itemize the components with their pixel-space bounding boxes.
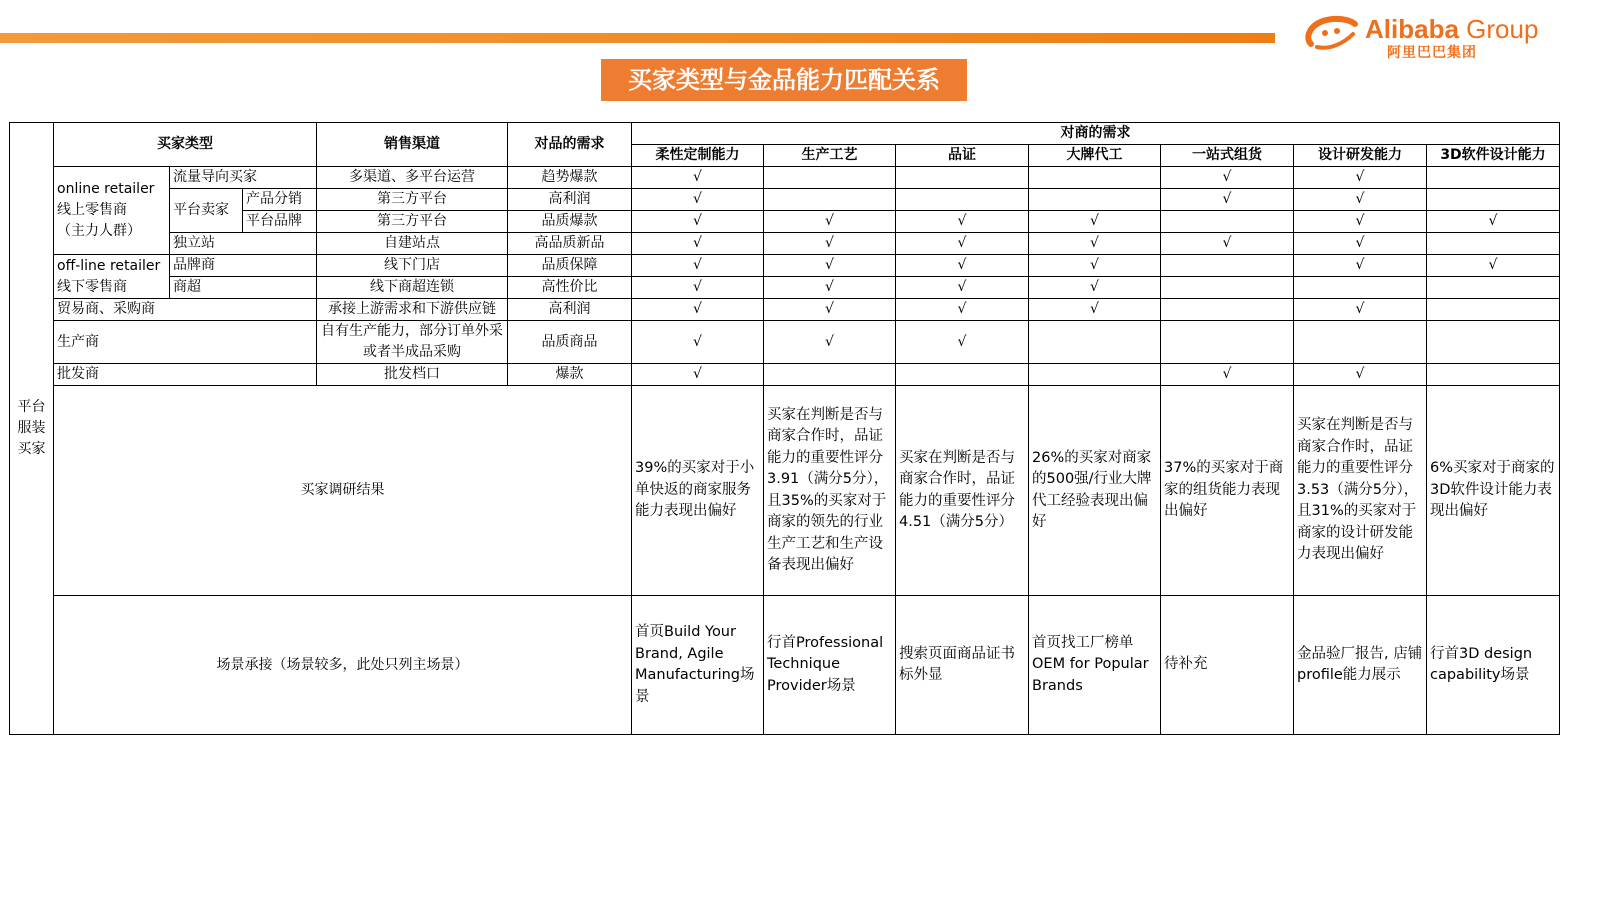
buyer-capability-matrix: [9, 122, 1560, 735]
group-platform-seller: 平台卖家: [170, 189, 243, 233]
header-capability: 大牌代工: [1029, 145, 1161, 167]
header-capability: 品证: [896, 145, 1029, 167]
check-cell: √: [896, 321, 1029, 364]
check-cell: [1427, 321, 1560, 364]
check-cell: √: [1161, 364, 1294, 386]
product-demand-cell: 品质保障: [508, 255, 632, 277]
check-cell: [896, 364, 1029, 386]
check-cell: √: [1294, 167, 1427, 189]
check-cell: [764, 189, 896, 211]
check-cell: √: [1294, 364, 1427, 386]
check-cell: √: [764, 299, 896, 321]
check-cell: [1161, 255, 1294, 277]
sales-channel-cell: 批发档口: [317, 364, 508, 386]
product-demand-cell: 品质商品: [508, 321, 632, 364]
header-merchant-demand: 对商的需求: [632, 123, 1560, 145]
research-result-cell: 39%的买家对于小单快返的商家服务能力表现出偏好: [632, 386, 764, 596]
scene-cell: 搜索页面商品证书标外显: [896, 596, 1029, 735]
check-cell: [1029, 364, 1161, 386]
check-cell: √: [764, 321, 896, 364]
product-demand-cell: 高利润: [508, 189, 632, 211]
header-sales-channel: 销售渠道: [317, 123, 508, 167]
check-cell: √: [632, 233, 764, 255]
check-cell: [1427, 189, 1560, 211]
check-cell: √: [632, 277, 764, 299]
check-cell: √: [1161, 233, 1294, 255]
alibaba-group-logo: [1303, 10, 1553, 60]
sales-channel-cell: 第三方平台: [317, 189, 508, 211]
header-capability: 柔性定制能力: [632, 145, 764, 167]
check-cell: [1427, 299, 1560, 321]
check-cell: √: [632, 167, 764, 189]
scene-cell: 首页找工厂榜单 OEM for Popular Brands: [1029, 596, 1161, 735]
check-cell: [896, 189, 1029, 211]
check-cell: [1029, 167, 1161, 189]
sales-channel-cell: 承接上游需求和下游供应链: [317, 299, 508, 321]
scene-label: 场景承接（场景较多，此处只列主场景）: [54, 596, 632, 735]
check-cell: √: [632, 364, 764, 386]
buyer-type-cell: 独立站: [170, 233, 317, 255]
check-cell: √: [896, 255, 1029, 277]
check-cell: √: [896, 299, 1029, 321]
research-result-cell: 37%的买家对于商家的组货能力表现出偏好: [1161, 386, 1294, 596]
check-cell: [1427, 277, 1560, 299]
check-cell: √: [764, 211, 896, 233]
research-result-cell: 买家在判断是否与商家合作时，品证能力的重要性评分3.91（满分5分），且35%的买家对于商家的领先的行业生产工艺和生产设备表现出偏好: [764, 386, 896, 596]
page-title: 买家类型与金品能力匹配关系: [601, 59, 967, 101]
alibaba-smile-logo-icon: [1303, 14, 1361, 56]
check-cell: √: [632, 299, 764, 321]
check-cell: [764, 364, 896, 386]
product-demand-cell: 高性价比: [508, 277, 632, 299]
logo-wordmark: [1365, 14, 1538, 44]
product-demand-cell: 品质爆款: [508, 211, 632, 233]
buyer-type-cell: 品牌商: [170, 255, 317, 277]
scene-cell: 行首Professional Technique Provider场景: [764, 596, 896, 735]
buyer-type-cell: 生产商: [54, 321, 317, 364]
check-cell: √: [764, 255, 896, 277]
check-cell: √: [1294, 189, 1427, 211]
check-cell: [764, 167, 896, 189]
buyer-type-cell: 批发商: [54, 364, 317, 386]
check-cell: √: [1294, 255, 1427, 277]
group-offline-retailer: off-line retailer 线下零售商: [54, 255, 170, 299]
header-capability: 3D软件设计能力: [1427, 145, 1560, 167]
product-demand-cell: 高品质新品: [508, 233, 632, 255]
check-cell: √: [632, 255, 764, 277]
product-demand-cell: 趋势爆款: [508, 167, 632, 189]
group-online-retailer: online retailer 线上零售商 （主力人群）: [54, 167, 170, 255]
research-results-label: 买家调研结果: [54, 386, 632, 596]
check-cell: √: [1029, 211, 1161, 233]
check-cell: [1161, 299, 1294, 321]
sales-channel-cell: 线下商超连锁: [317, 277, 508, 299]
header-capability: 一站式组货: [1161, 145, 1294, 167]
header-buyer-type: 买家类型: [54, 123, 317, 167]
check-cell: √: [632, 189, 764, 211]
logo-group-word: Group: [1458, 14, 1539, 44]
product-demand-cell: 高利润: [508, 299, 632, 321]
scene-cell: 行首3D design capability场景: [1427, 596, 1560, 735]
check-cell: √: [1427, 255, 1560, 277]
check-cell: [1427, 364, 1560, 386]
research-result-cell: 6%买家对于商家的3D软件设计能力表现出偏好: [1427, 386, 1560, 596]
logo-chinese-name: 阿里巴巴集团: [1387, 45, 1477, 61]
scene-cell: 首页Build Your Brand, Agile Manufacturing场景: [632, 596, 764, 735]
logo-brand-name: Alibaba: [1365, 14, 1459, 44]
product-demand-cell: 爆款: [508, 364, 632, 386]
sales-channel-cell: 线下门店: [317, 255, 508, 277]
buyer-type-cell: 贸易商、采购商: [54, 299, 317, 321]
buyer-type-cell: 平台品牌: [243, 211, 317, 233]
check-cell: [896, 167, 1029, 189]
scene-cell: 待补充: [1161, 596, 1294, 735]
check-cell: √: [896, 277, 1029, 299]
check-cell: [1029, 321, 1161, 364]
check-cell: √: [1029, 277, 1161, 299]
check-cell: [1294, 321, 1427, 364]
check-cell: √: [632, 321, 764, 364]
check-cell: [1029, 189, 1161, 211]
sales-channel-cell: 第三方平台: [317, 211, 508, 233]
check-cell: √: [1161, 167, 1294, 189]
buyer-type-cell: 产品分销: [243, 189, 317, 211]
scene-cell: 金品验厂报告, 店铺profile能力展示: [1294, 596, 1427, 735]
buyer-type-cell: 商超: [170, 277, 317, 299]
check-cell: [1427, 167, 1560, 189]
check-cell: √: [1029, 299, 1161, 321]
buyer-type-cell: 流量导向买家: [170, 167, 317, 189]
check-cell: [1294, 277, 1427, 299]
check-cell: √: [1294, 233, 1427, 255]
check-cell: [1161, 211, 1294, 233]
sales-channel-cell: 自建站点: [317, 233, 508, 255]
check-cell: [1161, 321, 1294, 364]
check-cell: [1427, 233, 1560, 255]
check-cell: [1161, 277, 1294, 299]
check-cell: √: [896, 211, 1029, 233]
check-cell: √: [1029, 255, 1161, 277]
check-cell: √: [1294, 211, 1427, 233]
check-cell: √: [1161, 189, 1294, 211]
header-capability: 设计研发能力: [1294, 145, 1427, 167]
check-cell: √: [1427, 211, 1560, 233]
research-result-cell: 买家在判断是否与商家合作时，品证能力的重要性评分4.51（满分5分）: [896, 386, 1029, 596]
check-cell: √: [1029, 233, 1161, 255]
check-cell: √: [764, 233, 896, 255]
check-cell: √: [896, 233, 1029, 255]
sales-channel-cell: 多渠道、多平台运营: [317, 167, 508, 189]
platform-buyer-label: 平台服装买家: [10, 123, 54, 735]
header-capability: 生产工艺: [764, 145, 896, 167]
check-cell: √: [1294, 299, 1427, 321]
check-cell: √: [764, 277, 896, 299]
check-cell: √: [632, 211, 764, 233]
sales-channel-cell: 自有生产能力，部分订单外采或者半成品采购: [317, 321, 508, 364]
research-result-cell: 26%的买家对商家的500强/行业大牌代工经验表现出偏好: [1029, 386, 1161, 596]
top-accent-bar: [0, 33, 1275, 43]
research-result-cell: 买家在判断是否与商家合作时，品证能力的重要性评分3.53（满分5分），且31%的买家对于商家的设计研发能力表现出偏好: [1294, 386, 1427, 596]
header-product-demand: 对品的需求: [508, 123, 632, 167]
